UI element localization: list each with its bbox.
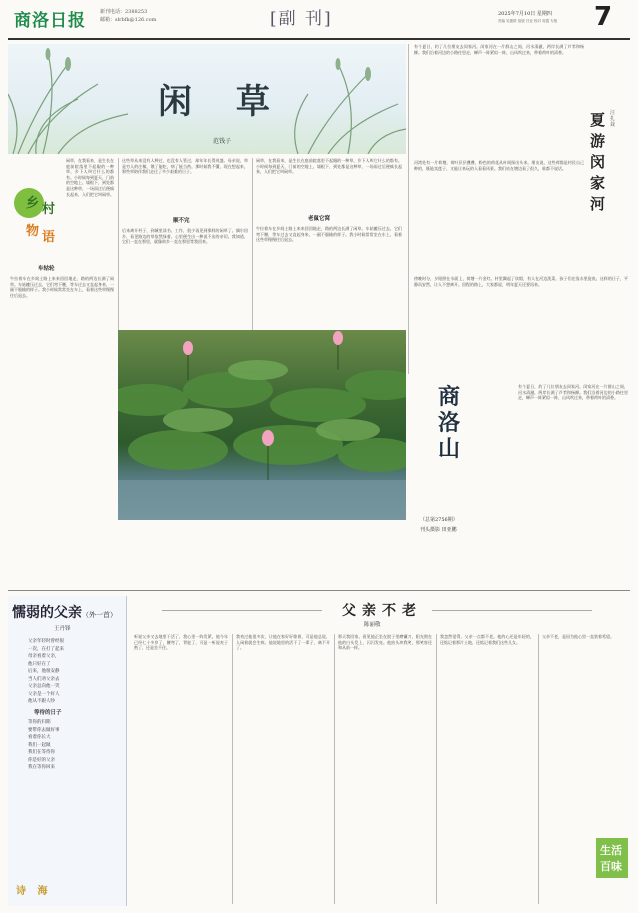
poem-line: 他只好在了 [28, 661, 51, 667]
summer-col-1: 有个夏日，约了几位朋友去闵家河。闵家河在一片群山之间，河水清澈，两岸长满了芦苇和杨柳。我们沿着河边的小路往里走，蝉声一阵紧似一阵，山风吹过来，带着荷叶的清香。 [414, 44, 584, 55]
email: 邮箱：slrbfk@126.com [100, 17, 157, 23]
essay-author: 范钱子 [213, 138, 232, 145]
issue-number: （总第2756期） [420, 517, 458, 523]
poem-title-suffix: （外一首） [82, 611, 117, 619]
poetry-label: 诗 海 [16, 886, 52, 897]
badge-char-2: 村 [42, 202, 56, 217]
column-title: 商洛山 [438, 384, 461, 462]
hotline-number: 2388253 [125, 9, 148, 15]
poem-line: 你是好的父亲 [28, 757, 55, 763]
poem-title [12, 602, 117, 622]
date: 2025年7月10日 星期四 [498, 11, 552, 17]
sub-heading-1: 车轱轮 [38, 266, 55, 272]
life-stamp-line2: 百味 [600, 860, 622, 873]
xiancao-col-2: 牛拉着车在乡间土路上来来回回地走，路的两边长满了闲草。车轱辘压过去，它们弯下腰，等车过去又直起身来，一副不服输的样子。我小时候常常坐在车上，看着这些草慢慢往后退去。 [10, 276, 114, 298]
essay-title: 闲 草 [158, 82, 286, 122]
photo-credit: 刊头摄影 田亚鹏 [420, 527, 457, 533]
xiancao-col-4a: 闲草，在我看来，是生长在庭前院落里不起眼的一种草，乡下人叫它什么的都有。小时候每到夏天，门前的空地上、墙根下，到处都是这种草，一场雨过后便疯长起来，人们把它叫闲草。 [256, 158, 402, 175]
father-col-5: 父亲不老，是因为他心里一直装着希望。 [542, 634, 614, 639]
xiancao-col-3a: 这些草从来没有人种过，也没有人管过，却年年长得茂盛。母亲说，草是穷人的庄稼，饿了能吃，病了能当药。那时候我不懂，现在想起来，那些草陪伴我们走过了多少艰难的日子。 [122, 158, 248, 175]
poem-line: 当人们劝父亲去 [28, 676, 60, 682]
poem-line: 我们在等待你 [28, 750, 55, 755]
badge-char-4: 语 [42, 230, 56, 245]
poem-lines [28, 638, 122, 772]
summer-author: 汪扎栽 [610, 110, 616, 128]
column-title-shangluoshan [412, 384, 512, 534]
xiancao-col-3b: 后来离开村子，到城里读书、工作，很少再见到那样的闲草了。偶尔回乡，看见路边的草依然绿着，心里便生出一种说不出的亲切。我知道，它们一直在那里，就像故乡一直在那里等我回来。 [122, 228, 248, 245]
father-col-3: 那天我回家，看见他正坐在院子里磨镰刀，阳光照在他的白头发上，闪闪发亮。他抬头冲我笑，那笑容还和从前一样。 [338, 634, 432, 651]
masthead [0, 0, 638, 40]
poem-author: 王丹锋 [54, 626, 71, 632]
sub-heading-3: 老鼠它窝 [308, 216, 331, 222]
summer-title-box [588, 110, 628, 250]
father-author: 陈丽敬 [364, 622, 381, 628]
newspaper-logo: 商洛日报 [14, 11, 86, 31]
father-col-1: 听说父亲又去地里干活了，我心里一阵发紧。他今年已经七十多岁了，腰弯了，背驼了，可是一听说麦子熟了，还是坐不住。 [134, 634, 228, 651]
poem-line: 我们一起做 [28, 742, 51, 748]
poem-line: 母亲看着父亲， [28, 654, 60, 659]
life-stamp [596, 838, 628, 878]
poem-line: 后来，他很安静 [28, 669, 60, 674]
page-number: 7 [594, 2, 613, 32]
editor-line: 责编 吴捷群 组版 吕亚 校对 周霞 专版 [498, 19, 558, 23]
poem-line: 父亲年轻时曾经很 [28, 639, 64, 644]
poem-line: 看着你长大 [28, 735, 51, 740]
father-col-2: 我劝过他很多次，让他在家好好歇着，可是他总说，人闲着就会生病。他说地里的活干了一辈子，离不开了。 [236, 634, 330, 651]
hotline-label: 新刊电话： [100, 9, 126, 15]
xiancao-col-4b: 牛拉着车在乡间土路上来来回回地走，路的两边长满了闲草。车轱辘压过去，它们弯下腰，等车过去又直起身来，一副不服输的样子。我小时候常常坐在车上，看着这些草慢慢往后退去。 [256, 226, 402, 243]
sub-heading-2: 顺不完 [173, 218, 190, 224]
father-header [132, 596, 628, 630]
poem-subtitle: 等待的日子 [34, 709, 62, 716]
summer-col-4: 有个夏日，约了几位朋友去闵家河。闵家河在一片群山之间，河水清澈，两岸长满了芦苇和杨柳。我们沿着河边的小路往里走，蝉声一阵紧似一阵，山风吹过来，带着荷叶的清香。 [518, 384, 628, 401]
poem-line: 要带你去做好事 [28, 727, 60, 733]
poem-box [8, 596, 127, 906]
poem-line: 一次，在打了起来 [28, 646, 64, 652]
badge-char-3: 物 [26, 224, 40, 239]
contact-info [100, 8, 156, 24]
hero-banner [8, 44, 406, 154]
poem-line: 父亲总向他一笑 [28, 684, 60, 689]
lotus-leaves [118, 330, 406, 520]
section-title: [副 刊] [270, 9, 333, 29]
badge-char-1: 乡 [26, 196, 40, 211]
poem-line: 他从不跟人吵 [28, 699, 55, 704]
summer-col-2: 河湾处有一片荷塘，荷叶层层叠叠，粉色的荷花从叶间探出头来。朋友说，这些荷都是村民自己种的，既能卖莲子，又能让来玩的人看看风景。我们站在塘边看了很久，谁都不说话。 [414, 160, 584, 171]
poem-line: 父亲是一个好人 [28, 691, 60, 697]
life-stamp-line1: 生活 [600, 844, 622, 857]
father-title: 父亲不老 [342, 603, 422, 619]
lotus-photo [118, 330, 406, 520]
poem-line: 等你的归期 [28, 720, 51, 725]
summer-col-3: 傍晚时分，夕阳照在水面上，荷塘一片金红。村里飘起了炊烟，有人在河边洗菜，孩子们在浅水里捉鱼。这样的日子，平静而安然，让人不想离开。回程的路上，大家都说，明年夏天还要再来。 [414, 276, 628, 287]
poem-line: 我在等你回来 [28, 765, 55, 770]
rural-story-badge [12, 188, 62, 244]
section-name: 副 刊 [278, 9, 325, 29]
poem-title-main: 懦弱的父亲 [12, 605, 82, 621]
summer-title: 夏游闵家河 [590, 111, 606, 213]
father-col-4: 我忽然觉得，父亲一点都不老。他的心还是年轻的，还惦记着那片土地，还惦记着我们这些儿女。 [440, 634, 534, 645]
xiancao-col-1: 闲草，在我看来，是生长在庭前院落里不起眼的一种草，乡下人叫它什么的都有。小时候每到夏天，门前的空地上、墙根下，到处都是这种草，一场雨过后便疯长起来，人们把它叫闲草。 [66, 158, 114, 197]
